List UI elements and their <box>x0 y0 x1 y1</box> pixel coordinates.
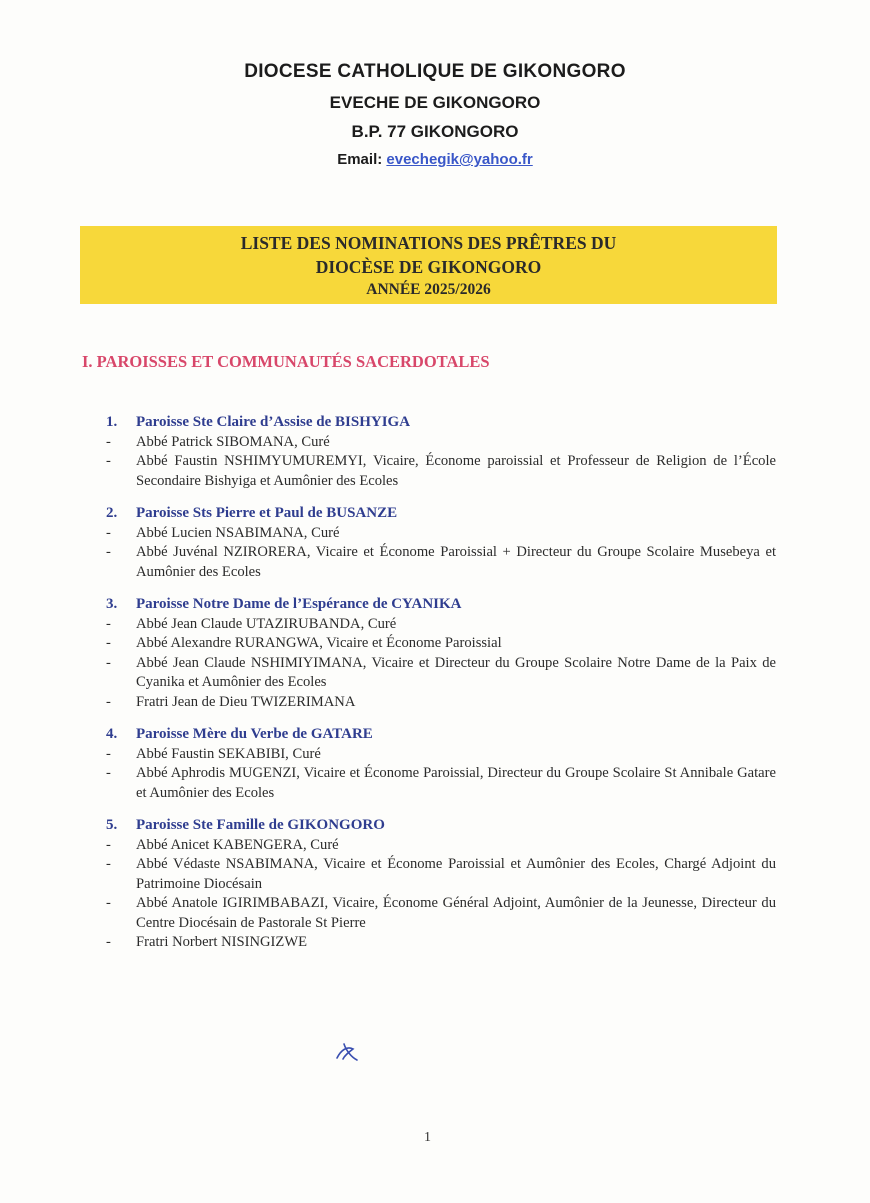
parish-name: Paroisse Ste Famille de GIKONGORO <box>136 817 385 833</box>
parish-block <box>106 816 776 953</box>
appointment-text: Fratri Norbert NISINGIZWE <box>136 934 308 950</box>
email-label: Email: <box>337 151 383 168</box>
parish-name: Paroisse Sts Pierre et Paul de BUSANZE <box>136 505 398 521</box>
parish-number: 2. <box>106 505 118 521</box>
list-item <box>106 764 776 803</box>
appointment-text: Abbé Alexandre RURANGWA, Vicaire et Économe Paroissial <box>136 635 502 651</box>
banner-year: ANNÉE 2025/2026 <box>366 281 491 298</box>
handwritten-mark-icon <box>334 1040 360 1064</box>
bullet-dash: - <box>106 836 111 853</box>
list-item <box>106 894 776 933</box>
bullet-dash: - <box>106 635 111 651</box>
parish-title <box>106 595 776 615</box>
parish-block <box>106 504 776 582</box>
bullet-dash: - <box>106 524 111 541</box>
list-item <box>106 634 776 654</box>
bishopric-name: EVECHE DE GIKONGORO <box>329 93 541 112</box>
list-item <box>106 543 776 582</box>
bullet-dash: - <box>106 433 111 450</box>
parish-block <box>106 595 776 712</box>
appointment-text: Abbé Lucien NSABIMANA, Curé <box>136 524 340 541</box>
email-link[interactable]: evechegik@yahoo.fr <box>386 151 533 168</box>
list-item <box>106 933 776 953</box>
list-item <box>106 654 776 693</box>
section-title: I. PAROISSES ET COMMUNAUTÉS SACERDOTALES <box>82 352 490 371</box>
appointment-text: Abbé Jean Claude NSHIMIYIMANA, Vicaire et Directeur du Groupe Scolaire Notre Dame de la Paix de Cyanika et Aumônier des Ecoles <box>136 654 776 690</box>
bullet-dash: - <box>106 745 111 762</box>
page-number: 1 <box>424 1130 431 1145</box>
list-item <box>106 524 776 544</box>
appointment-text: Abbé Anicet KABENGERA, Curé <box>136 836 339 853</box>
list-item <box>106 615 776 635</box>
banner-title-line2: DIOCÈSE DE GIKONGORO <box>315 257 542 277</box>
bullet-dash: - <box>106 856 111 872</box>
parish-title <box>106 725 776 745</box>
parish-number: 5. <box>106 817 118 833</box>
list-item <box>106 452 776 491</box>
appointment-text: Abbé Faustin NSHIMYUMUREMYI, Vicaire, Économe paroissial et Professeur de Religion de l’École Secondaire Bishyiga et Aumônier des Ecoles <box>136 453 776 489</box>
banner-title-line1: LISTE DES NOMINATIONS DES PRÊTRES DU <box>240 233 617 253</box>
appointment-text: Abbé Faustin SEKABIBI, Curé <box>136 745 321 762</box>
list-item <box>106 433 776 453</box>
bullet-dash: - <box>106 615 111 632</box>
parish-title <box>106 816 776 836</box>
appointment-text: Abbé Anatole IGIRIMBABAZI, Vicaire, Économe Général Adjoint, Aumônier de la Jeunesse, Directeur du Centre Diocésain de Pastorale St Pierre <box>136 895 776 931</box>
list-item <box>106 745 776 765</box>
parish-name: Paroisse Mère du Verbe de GATARE <box>136 726 373 742</box>
appointment-text: Abbé Aphrodis MUGENZI, Vicaire et Économe Paroissial, Directeur du Groupe Scolaire St Annibale Gatare et Aumônier des Ecoles <box>136 765 776 801</box>
bullet-dash: - <box>106 934 111 950</box>
appointment-text: Abbé Jean Claude UTAZIRUBANDA, Curé <box>136 615 397 632</box>
appointment-text: Fratri Jean de Dieu TWIZERIMANA <box>136 693 356 710</box>
parish-name: Paroisse Ste Claire d’Assise de BISHYIGA <box>136 414 411 430</box>
parish-name: Paroisse Notre Dame de l’Espérance de CYANIKA <box>136 596 462 612</box>
title-banner <box>80 226 777 304</box>
list-item <box>106 855 776 894</box>
parish-title <box>106 504 776 524</box>
diocese-name: DIOCESE CATHOLIQUE DE GIKONGORO <box>244 61 626 82</box>
bullet-dash: - <box>106 544 111 560</box>
letterhead <box>0 56 870 174</box>
parish-title <box>106 413 776 433</box>
parish-number: 4. <box>106 726 118 742</box>
bullet-dash: - <box>106 453 111 469</box>
email-line <box>0 146 870 174</box>
bullet-dash: - <box>106 693 111 710</box>
parish-number: 3. <box>106 596 118 612</box>
parish-block <box>106 413 776 491</box>
parish-number: 1. <box>106 414 118 430</box>
appointment-text: Abbé Patrick SIBOMANA, Curé <box>136 433 330 450</box>
list-item <box>106 693 776 713</box>
appointment-text: Abbé Védaste NSABIMANA, Vicaire et Économe Paroissial et Aumônier des Ecoles, Chargé Adjoint du Patrimoine Diocésain <box>136 856 776 892</box>
appointment-text: Abbé Juvénal NZIRORERA, Vicaire et Économe Paroissial + Directeur du Groupe Scolaire Musebeya et Aumônier des Ecoles <box>136 544 776 580</box>
parish-block <box>106 725 776 803</box>
parish-list <box>106 413 776 966</box>
bullet-dash: - <box>106 765 111 781</box>
postal-box: B.P. 77 GIKONGORO <box>351 122 519 141</box>
list-item <box>106 836 776 856</box>
bullet-dash: - <box>106 895 111 911</box>
bullet-dash: - <box>106 654 111 671</box>
